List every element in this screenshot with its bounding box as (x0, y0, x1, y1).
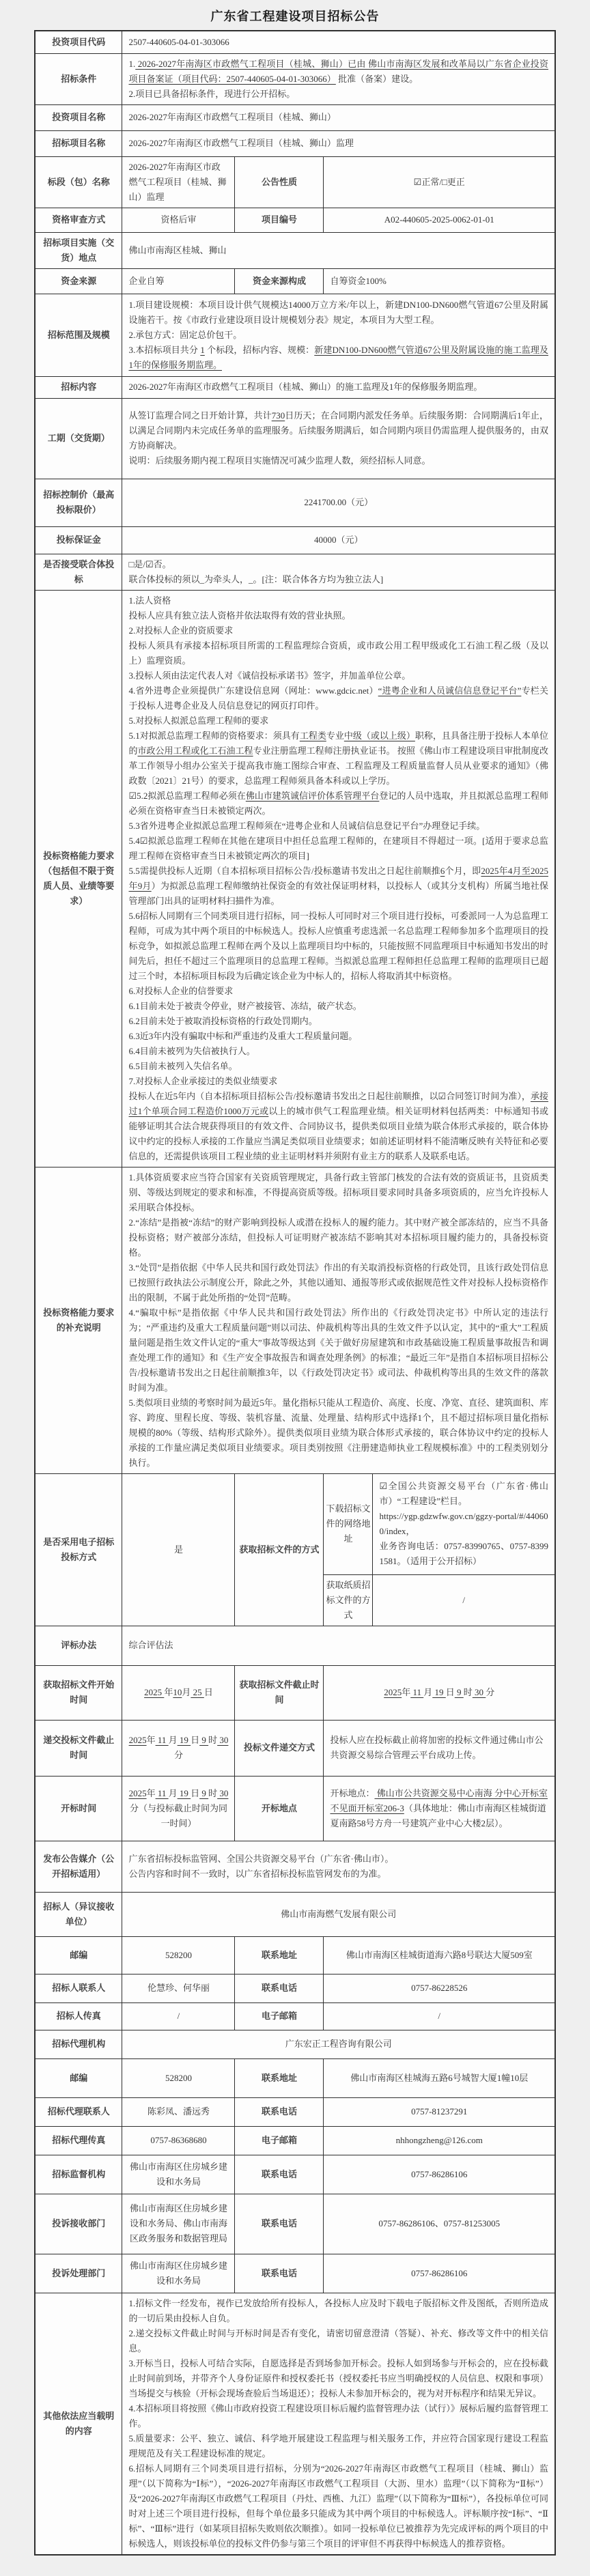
bid-bond-label: 投标保证金 (35, 526, 122, 554)
complaint-handling-phone-label: 联系电话 (235, 2254, 324, 2293)
paragraph: □是/☑否。 (128, 558, 171, 569)
paragraph: 2.承包方式：固定总价包干。 (128, 329, 242, 340)
row-control-price (35, 479, 555, 526)
doc-deadline-label: 获取招标文件截止时间 (235, 1665, 324, 1720)
supervision-authority-value: 佛山市南海区住房城乡建设和水务局 (122, 2155, 235, 2194)
doc-start-time-label: 获取招标文件开始时间 (35, 1665, 122, 1720)
funding-composition-label: 资金来源构成 (235, 268, 324, 294)
row-tenderer-postcode (35, 1936, 555, 1974)
investment-project-name-label: 投资项目名称 (35, 104, 122, 130)
tenderer-email-value: / (324, 2002, 555, 2030)
tender-conditions-value (122, 53, 555, 104)
paragraph: 3.投标人须由法定代表人对《诚信投标承诺书》签字，并加盖单位公章。 (128, 670, 411, 681)
qualification-requirements-label: 投标资格能力要求（包括但不限于资质人员、业绩等要求） (35, 590, 122, 1167)
announcement-media-label: 发布公告媒介（公开招标适用） (35, 1841, 122, 1892)
paragraph: 6.3近3年内没有骗取中标和严重违约及重大工程质量问题。 (128, 1030, 358, 1041)
qualification-supplement-label: 投标资格能力要求的补充说明 (35, 1167, 122, 1473)
announcement-nature-label: 公告性质 (235, 156, 324, 208)
paper-doc-label: 获取纸质招标文件的方式 (324, 1574, 373, 1626)
evaluation-method-label: 评标办法 (35, 1626, 122, 1665)
agency-postcode-value: 528200 (122, 2058, 235, 2097)
row-tenderer (35, 1892, 555, 1936)
submission-method-label: 投标文件递交方式 (235, 1720, 324, 1776)
supervision-phone-value: 0757-86286106 (324, 2155, 555, 2194)
agency-phone-value: 0757-81237291 (324, 2097, 555, 2126)
other-contents-value (122, 2293, 555, 2555)
row-submission-deadline (35, 1720, 555, 1776)
investment-project-name-value: 2026-2027年南海区市政燃气工程项目（桂城、狮山） (122, 104, 555, 130)
duration-label: 工期（交货期） (35, 398, 122, 479)
funding-composition-value: 自筹资金100% (324, 268, 555, 294)
row-tenderer-fax (35, 2002, 555, 2030)
row-qualification-supplement (35, 1167, 555, 1473)
complaint-handling-phone-value: 0757-86286106 (324, 2254, 555, 2293)
agency-email-label: 电子邮箱 (235, 2126, 324, 2155)
row-complaint-receiving (35, 2194, 555, 2254)
row-section-name (35, 156, 555, 208)
complaint-receiving-label: 投诉接收部门 (35, 2194, 122, 2254)
paragraph: 投标人在近5年内（自本招标项目招标公告/投标邀请书发出之日起往前顺推，以☑合同签订时间为准），承接过1个单项合同工程造价1000万元或以上的城市供气工程监理业绩。相关证明材料包括两类：中标通知书或能够证明其合法合规获得项目的有效文件、合同协议书，提供类似项目业绩为联合体形式承接的，联合体协议中约定的投标人承接的工作量应当满足类似项目业绩要求；如前述证明材料不能清晰反映有关特征和必要信息的，还需提供该项目工程业绩的业主证明材料并须附有业主方的联系人及联系电话。 (128, 1090, 548, 1161)
opening-place-label: 开标地点 (235, 1776, 324, 1841)
download-url-label: 下载招标文件的网络地址 (324, 1473, 373, 1574)
investment-code-label: 投资项目代码 (35, 31, 122, 53)
paragraph: 4.“骗取中标”是指依据《中华人民共和国行政处罚法》所作出的《行政处罚决定书》中所认定的违法行为；“严重违约及重大工程质量问题”则以司法、仲裁机构等出具的生效文件予以认定，其中的“重大”工程质量问题是指生效文件认定的“重大”事故等级达到《关于做好房屋建筑和市政基础设施工程质量事故报告和调查处理工作的通知》和《生产安全事故报告和调查处理条例》的标准；“最近三年”是指自本招标项目招标公告/投标邀请书发出之日起往前顺推3年，以《行政处罚决定书》或司法、仲裁机构等出具的生效文件的落款时间为准。 (128, 1307, 548, 1393)
agency-address-label: 联系地址 (235, 2058, 324, 2097)
row-qualification-review (35, 208, 555, 232)
row-opening-time (35, 1776, 555, 1841)
submission-method-value: 投标人应在投标截止前将加密的投标文件通过佛山市公共资源交易综合管理云平台成功上传。 (324, 1720, 555, 1776)
paragraph: 说明：后续服务期内视工程项目实施情况可减少监理人数，须经招标人同意。 (128, 455, 431, 466)
electronic-bidding-value: 是 (122, 1473, 235, 1626)
paragraph: 4.省外进粤企业须提供广东建设信息网（网址：www.gdcic.net）“进粤企业和人员诚信信息登记平台”专栏关于投标人进粤企业及人员信息登记的网页打印件。 (128, 685, 548, 711)
paragraph: 6.对投标人企业的信誉要求 (128, 985, 234, 996)
electronic-bidding-label: 是否采用电子招标投标方式 (35, 1473, 122, 1626)
row-other-contents (35, 2293, 555, 2555)
tenderer-address-label: 联系地址 (235, 1936, 324, 1974)
implementation-location-label: 招标项目实施（交货）地点 (35, 232, 122, 268)
funding-source-value: 企业自筹 (122, 268, 235, 294)
agency-postcode-label: 邮编 (35, 2058, 122, 2097)
row-agency (35, 2030, 555, 2058)
complaint-handling-value: 佛山市南海区住房城乡建设和水务局 (122, 2254, 235, 2293)
row-agency-postcode (35, 2058, 555, 2097)
complaint-receiving-phone-value: 0757-86286106、0757-81253005 (324, 2194, 555, 2254)
opening-time-label: 开标时间 (35, 1776, 122, 1841)
tenderer-email-label: 电子邮箱 (235, 2002, 324, 2030)
paragraph: 3.“处罚”是指依据《中华人民共和国行政处罚法》作出的有关取消投标资格的行政处罚，且该行政处罚信息已按照行政执法公示制度公开，除此之外，其他以通知、通报等形式或依据规范性文件对投标人投标资格作出的限制，不属于此处所指的“处罚”范畴。 (128, 1262, 548, 1303)
other-contents-label: 其他依法应当载明的内容 (35, 2293, 122, 2555)
row-tenderer-contact (35, 1974, 555, 2002)
agency-label: 招标代理机构 (35, 2030, 122, 2058)
row-agency-contact (35, 2097, 555, 2126)
complaint-receiving-phone-label: 联系电话 (235, 2194, 324, 2254)
download-url-value (373, 1473, 555, 1574)
paragraph: 4.本招标项目将按照《佛山市政府投资工程建设项目标后履约监督管理办法（试行）》展标后履约监督管理工作。 (128, 2403, 548, 2429)
row-announcement-media (35, 1841, 555, 1892)
duration-value (122, 398, 555, 479)
row-bid-bond (35, 526, 555, 554)
paragraph: 6.4目前未被列为失信被执行人。 (128, 1045, 255, 1056)
tender-conditions-label: 招标条件 (35, 53, 122, 104)
tenderer-label: 招标人（异议接收单位） (35, 1892, 122, 1936)
scope-scale-value (122, 294, 555, 376)
paragraph: 1.具体资质要求应当符合国家有关资质管理规定，具备行政主管部门核发的合法有效的资质证书，且资质类别、等级达到规定的要求和标准，不得提高资质等级。招标项目要求同时具备多项资质的，应当允许投标人采用联合体投标。 (128, 1172, 548, 1213)
paragraph: 公告内容和时间不一致时，以广东省招标投标监管网发布的为准。 (128, 1868, 387, 1879)
project-number-label: 项目编号 (235, 208, 324, 232)
announcement-nature-value: ☑正常/□更正 (324, 156, 555, 208)
project-number-value: A02-440605-2025-0062-01-01 (324, 208, 555, 232)
paragraph: 3.本招标项目共分 1 个标段，招标内容、规模：新建DN100-DN600燃气管道67公里及附属设施的施工监理及1年的保修服务期监理。 (128, 344, 548, 370)
paragraph: 广东省招标投标监管网、全国公共资源交易平台（广东省·佛山市）。 (128, 1853, 394, 1864)
supervision-authority-label: 招标监督机构 (35, 2155, 122, 2194)
row-tender-content (35, 376, 555, 398)
row-duration (35, 398, 555, 479)
paragraph: 5.对投标人拟派总监理工程师的要求 (128, 715, 269, 726)
opening-time-value: 2025年 11 月 19 日 9 时 30 分（与投标截止时间为同一时间） (122, 1776, 235, 1841)
tenderer-address-value: 佛山市南海区桂城街道海六路8号联达大厦509室 (324, 1936, 555, 1974)
investment-code-value: 2507-440605-04-01-303066 (122, 31, 555, 53)
doc-start-time-value: 2025 年10月 25 日 (122, 1665, 235, 1720)
paragraph: 投标人须具有承接本招标项目所需的工程监理综合资质，或市政公用工程甲级或化工石油工程乙级（及以上）监理资质。 (128, 640, 548, 666)
paragraph: 2.项目已具备招标条件，现进行公开招标。 (128, 88, 296, 99)
row-supervision-authority (35, 2155, 555, 2194)
row-consortium (35, 554, 555, 590)
paragraph: 2.“冻结”是指被“冻结”的财产影响到投标人或潜在投标人的履约能力。其中财产被全部冻结的，应当不具备投标资格；财产被部分冻结，但投标人可证明财产被冻结不影响其对本招标项目履约能力的，具备投标资格。 (128, 1217, 548, 1258)
row-scope-scale (35, 294, 555, 376)
section-name-label: 标段（包）名称 (35, 156, 122, 208)
paper-doc-value: / (373, 1574, 555, 1626)
agency-fax-label: 招标代理传真 (35, 2126, 122, 2155)
tenderer-value: 佛山市南海燃气发展有限公司 (122, 1892, 555, 1936)
consortium-label: 是否接受联合体投标 (35, 554, 122, 590)
paragraph: 投标人应具有独立法人资格并依法取得有效的营业执照。 (128, 610, 351, 621)
agency-address-value: 佛山市南海区桂城海五路6号城智大厦1幢10层 (324, 2058, 555, 2097)
opening-place-value: 开标地点： 佛山市公共资源交易中心南海 分中心开标室不见面开标室206-3（具体地址：佛山市南海区桂城街道夏南路58号方舟一号建筑产业中心大楼2层）。 (324, 1776, 555, 1841)
complaint-receiving-value: 佛山市南海区住房城乡建设和水务局、佛山市南海区政务服务和数据管理局 (122, 2194, 235, 2254)
tender-project-name-label: 招标项目名称 (35, 130, 122, 156)
paragraph: ☑全国公共资源交易平台（广东省·佛山市）“工程建设”栏目。 (379, 1481, 548, 1506)
qualification-supplement-value (122, 1167, 555, 1473)
scope-scale-label: 招标范围及规模 (35, 294, 122, 376)
submission-deadline-label: 递交投标文件截止时间 (35, 1720, 122, 1776)
agency-contact-label: 招标代理联系人 (35, 2097, 122, 2126)
paragraph: 5.1对拟派总监理工程师的资格要求：须具有工程类专业中级（或以上级）职称，且具备注册于投标人本单位的市政公用工程或化工石油工程专业注册监理工程师注册执业证书。 按照《佛山市工程建设项目审批制度改革工作领导小组办公室关于提高我市施工图综合审查、工程监理及工程质量监督人员从业要求的通知》（佛政数〔2021〕21号）的要求，总监理工程师须具备本科或以上学历。 (128, 730, 548, 786)
agency-value: 广东宏正工程咨询有限公司 (122, 2030, 555, 2058)
row-tender-conditions (35, 53, 555, 104)
paragraph: 从签订监理合同之日开始计算，共计730日历天；在合同期内派发任务单。后续服务期：合同期满后1年止，以满足合同期内未完成任务单的监理服务。后续服务期满后，如合同期内项目仍需监理人提供服务的，由双方协商解决。 (128, 410, 548, 451)
tenderer-fax-value: / (122, 2002, 235, 2030)
agency-email-value: nhhongzheng@126.com (324, 2126, 555, 2155)
paragraph: 6.招标人同期有三个同类项目进行招标，分别为“2026-2027年南海区市政燃气工程项目（桂城、狮山）监理”（以下简称为“Ⅰ标”），“2026-2027年南海区市政燃气工程项目（大沥、里水）监理”（以下简称为“Ⅱ标”）及“2026-2027年南海区市政燃气工程项目（丹灶、西樵、九江）监理”（以下简称为“Ⅲ标”），各投标单位可同时对上述三个项目进行投标，但每个单位最多只能成为其中两个项目的中标候选人。评标顺序按“Ⅰ标”、“Ⅱ标”、“Ⅲ标”进行（如某项目招标失败则依次顺推）。如同一投标单位已被推荐为先完成评标的两个项目的中标候选人，则该投标单位的投标文件仍参与第三个项目的评审但不再获得中标候选人的推荐资格。 (128, 2463, 548, 2549)
paragraph: 6.2目前未处于被取消投标资格的行政处罚期内。 (128, 1015, 318, 1026)
doc-acquire-method-label: 获取招标文件的方式 (235, 1473, 324, 1626)
paragraph: 5.4☑拟派总监理工程师在其他在建项目中担任总监理工程师的，在建项目不得超过一项。[适用于要求总监理工程师在资格审查当日未被锁定两次的项目] (128, 835, 548, 861)
paragraph: 1.项目建设规模：本项目设计供气规模达14000万立方米/年以上，新建DN100-DN600燃气管道67公里及附属设施若干。按《市政行业建设项目设计规模划分表》规定，本项目为大型工程。 (128, 299, 548, 325)
tenderer-phone-value: 0757-86228526 (324, 1974, 555, 2002)
paragraph: 2.对投标人企业的资质要求 (128, 625, 234, 636)
tender-content-label: 招标内容 (35, 376, 122, 398)
tender-project-name-value: 2026-2027年南海区市政燃气工程项目（桂城、狮山）监理 (122, 130, 555, 156)
tender-content-value: 2026-2027年南海区市政燃气工程项目（桂城、狮山）的施工监理及1年的保修服务期监理。 (122, 376, 555, 398)
section-name-value: 2026-2027年南海区市政燃气工程项目（桂城、狮山）监理 (122, 156, 235, 208)
qualification-requirements-value (122, 590, 555, 1167)
paragraph: 5.5需提供投标人近期（自本招标项目招标公告/投标邀请书发出之日起往前顺推6个月，即2025年4月至2025年9月）为拟派总监理工程师缴纳社保资金的有效社保证明材料，以投标人（或其分支机构）所属当地社保管理部门出具的证明材料扫描件为准。 (128, 865, 548, 906)
paragraph: 3.开标当日，投标人可结合实际，自愿选择是否到场参加开标会。投标人如到场参与开标会的，应在投标截止时间前到场，并带齐个人身份证原件和授权委托书（授权委托书应当明确授权的人员信息、权限和事项）当场提交与核验（开标会现场查验后当场退还）；投标人未参加开标会的，视为对开标程序和结果无异议。 (128, 2358, 548, 2398)
paragraph: 2.递交投标文件截止时间与开标时间是否有变化，请密切留意澄清（答疑）、补充、修改等文件中的相关信息。 (128, 2327, 548, 2353)
row-qualification-requirements (35, 590, 555, 1167)
row-tender-project-name (35, 130, 555, 156)
tenderer-fax-label: 招标人传真 (35, 2002, 122, 2030)
announcement-media-value (122, 1841, 555, 1892)
paragraph: 5.质量要求：公平、独立、诚信、科学地开展建设工程监理与相关服务工作，并应符合国家现行建设工程监理规范及有关工程建设标准的规定。 (128, 2433, 548, 2459)
paragraph: 7.对投标人企业承接过的类似业绩要求 (128, 1075, 278, 1086)
agency-contact-value: 陈彩凤、潘远秀 (122, 2097, 235, 2126)
paragraph: 1. 2026-2027年南海区市政燃气工程项目（桂城、狮山）已由 佛山市南海区发展和改革局以广东省企业投资项目备案证（项目代码：2507-440605-04-01-303066） 批准（备案）建设。 (128, 58, 548, 84)
control-price-value: 2241700.00（元） (122, 479, 555, 526)
page-title: 广东省工程建设项目招标公告 (210, 10, 380, 23)
doc-deadline-value: 2025年 11 月 19 日 9 时 30 分 (324, 1665, 555, 1720)
paragraph: 1.法人资格 (128, 595, 171, 606)
paragraph: 1.招标文件一经发布，视作已发放给所有投标人，各投标人应及时下载电子版招标文件及图纸，否则所造成的一切后果由投标人自负。 (128, 2297, 548, 2323)
row-evaluation-method (35, 1626, 555, 1665)
tenderer-contact-label: 招标人联系人 (35, 1974, 122, 2002)
agency-phone-label: 联系电话 (235, 2097, 324, 2126)
paragraph: ☑5.2拟派总监理工程师必须在佛山市建筑诚信评价体系管理平台登记的人员中选取，并且拟派总监理工程师必须在资格审查当日未被锁定两次。 (128, 790, 548, 816)
paragraph: 6.5目前未被列入失信名单。 (128, 1060, 238, 1071)
control-price-label: 招标控制价（最高投标限价） (35, 479, 122, 526)
row-implementation-location (35, 232, 555, 268)
bid-bond-value: 40000（元） (122, 526, 555, 554)
paragraph: 5.6招标人同期有三个同类项目进行招标，同一投标人可同时对三个项目进行投标，可委派同一人为总监理工程师，可成为其中两个项目的中标候选人。投标人应慎重考虑选派一名总监理工程师参加多个监理项目的投标竞争，如拟派总监理工程师在两个及以上监理项目均中标的，只能按照不同监理项目中标通知书发出的时间先后，担任不超过三个监理项目的总监理工程师。当拟派总监理工程师担任总监理工程师的监理项目已超过三个时，本招标项目标段为后确定该企业为中标人的，招标人将取消其中标资格。 (128, 910, 548, 981)
tenderer-postcode-label: 邮编 (35, 1936, 122, 1974)
tenderer-postcode-value: 528200 (122, 1936, 235, 1974)
agency-fax-value: 0757-86368680 (122, 2126, 235, 2155)
qualification-review-value: 资格后审 (122, 208, 235, 232)
paragraph: 6.1目前未处于被责令停业，财产被接管、冻结，破产状态。 (128, 1000, 362, 1011)
announcement-table (34, 30, 556, 2556)
paragraph: 5.3省外进粤企业拟派总监理工程师须在“进粤企业和人员诚信信息登记平台”办理登记手续。 (128, 820, 486, 831)
supervision-phone-label: 联系电话 (235, 2155, 324, 2194)
paragraph: 5.类似项目业绩的考察时间为最近5年。量化指标只能从工程造价、高度、长度、净宽、直径、建筑面积、库容、跨度、里程长度、等级、装机容量、流量、处理量、结构形式中选择1个，且不超过招标项目量化指标规模的80%（等级、结构形式除外）。提供类似项目业绩为联合体形式承接的，联合体协议中约定的投标人承接的工作量应满足类似项目业绩要求。项目类别按照《注册建造师执业工程规模标准》中的工程类别划分执行。 (128, 1397, 548, 1468)
paragraph: 业务咨询电话：0757-83990765、0757-83991581。（适用于公开招标） (379, 1541, 548, 1566)
funding-source-label: 资金来源 (35, 268, 122, 294)
row-funding-source (35, 268, 555, 294)
evaluation-method-value: 综合评估法 (122, 1626, 555, 1665)
row-investment-project-name (35, 104, 555, 130)
implementation-location-value: 佛山市南海区桂城、狮山 (122, 232, 555, 268)
tenderer-contact-value: 伦慧珍、何华丽 (122, 1974, 235, 2002)
consortium-value (122, 554, 555, 590)
submission-deadline-value: 2025年 11 月 19 日 9 时 30 分 (122, 1720, 235, 1776)
paragraph: https://ygp.gdzwfw.gov.cn/ggzy-portal/#/440600/index， (379, 1511, 548, 1536)
complaint-handling-label: 投诉处理部门 (35, 2254, 122, 2293)
qualification-review-label: 资格审查方式 (35, 208, 122, 232)
paragraph: 联合体投标的须以_为牵头人，_。[注：联合体各方均为独立法人] (128, 574, 384, 584)
row-complaint-handling (35, 2254, 555, 2293)
row-doc-start-time (35, 1665, 555, 1720)
tenderer-phone-label: 联系电话 (235, 1974, 324, 2002)
row-electronic-bidding (35, 1473, 555, 1574)
row-agency-fax (35, 2126, 555, 2155)
row-investment-code (35, 31, 555, 53)
